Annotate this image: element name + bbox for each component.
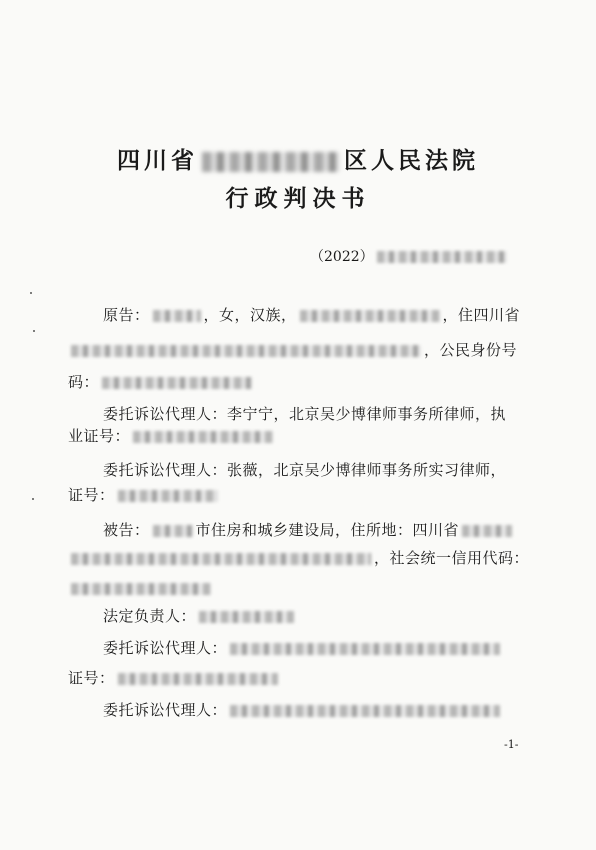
license-label: 业证号： <box>68 427 131 445</box>
title-suffix: 区人民法院 <box>344 147 479 174</box>
license-label-2: 证号： <box>68 486 115 504</box>
redacted-license-3 <box>118 673 278 685</box>
redacted-court-name <box>202 152 340 172</box>
case-year: （2022） <box>310 249 374 265</box>
plaintiff-address-line <box>68 340 517 360</box>
id-number-label: ，公民身份号 <box>424 341 518 359</box>
redacted-license-2 <box>118 490 218 502</box>
document-title <box>0 142 596 175</box>
defendant-label: 被告： <box>103 521 150 539</box>
agent-label-4: 委托诉讼代理人： <box>103 701 228 719</box>
legal-rep-line <box>103 606 297 626</box>
redacted-id-number <box>102 377 252 389</box>
redacted-city <box>153 525 193 537</box>
plaintiff-info: ，女，汉族， <box>203 306 297 324</box>
defendant-address-line <box>68 548 529 568</box>
redacted-address-3 <box>71 553 371 565</box>
id-label-cont: 码： <box>68 373 100 391</box>
agent1-license-line <box>68 426 276 446</box>
defendant-line <box>103 520 515 540</box>
scan-dot <box>33 330 35 332</box>
redacted-birthdate <box>300 310 440 322</box>
plaintiff-label: 原告： <box>103 306 150 324</box>
redacted-agent-3 <box>230 643 500 655</box>
license-label-3: 证号： <box>68 669 115 687</box>
agent2-license-line <box>68 485 221 505</box>
redacted-case-number <box>377 251 507 263</box>
redacted-address <box>71 345 421 357</box>
redacted-license <box>133 431 273 443</box>
redacted-agent-4 <box>230 705 500 717</box>
plaintiff-line <box>103 305 520 325</box>
redacted-credit-code <box>71 583 211 595</box>
id-number-line <box>68 372 255 392</box>
scan-dot <box>30 292 32 294</box>
credit-code-line <box>68 578 214 598</box>
redacted-name <box>153 310 201 322</box>
legal-rep-label: 法定负责人： <box>103 607 197 625</box>
agent1-line: 委托诉讼代理人：李宁宁，北京吴少博律师事务所律师，执 <box>103 405 507 423</box>
redacted-address-2 <box>462 525 512 537</box>
title-prefix: 四川省 <box>117 147 198 174</box>
document-subtitle: 行政判决书 <box>225 185 371 212</box>
agent-label-3: 委托诉讼代理人： <box>103 639 228 657</box>
redacted-legal-rep <box>199 611 294 623</box>
defendant-agent1-license-line <box>68 668 281 688</box>
scan-dot <box>32 498 34 500</box>
case-number <box>310 246 510 266</box>
defendant-info: 市住房和城乡建设局，住所地：四川省 <box>195 521 460 539</box>
defendant-agent1-line <box>103 638 503 658</box>
agent2-line: 委托诉讼代理人：张薇，北京吴少博律师事务所实习律师， <box>103 461 507 479</box>
page-number: -1- <box>504 738 519 751</box>
plaintiff-residence: ，住四川省 <box>442 306 521 324</box>
credit-code-label: ，社会统一信用代码： <box>374 549 530 567</box>
defendant-agent2-line <box>103 700 503 720</box>
